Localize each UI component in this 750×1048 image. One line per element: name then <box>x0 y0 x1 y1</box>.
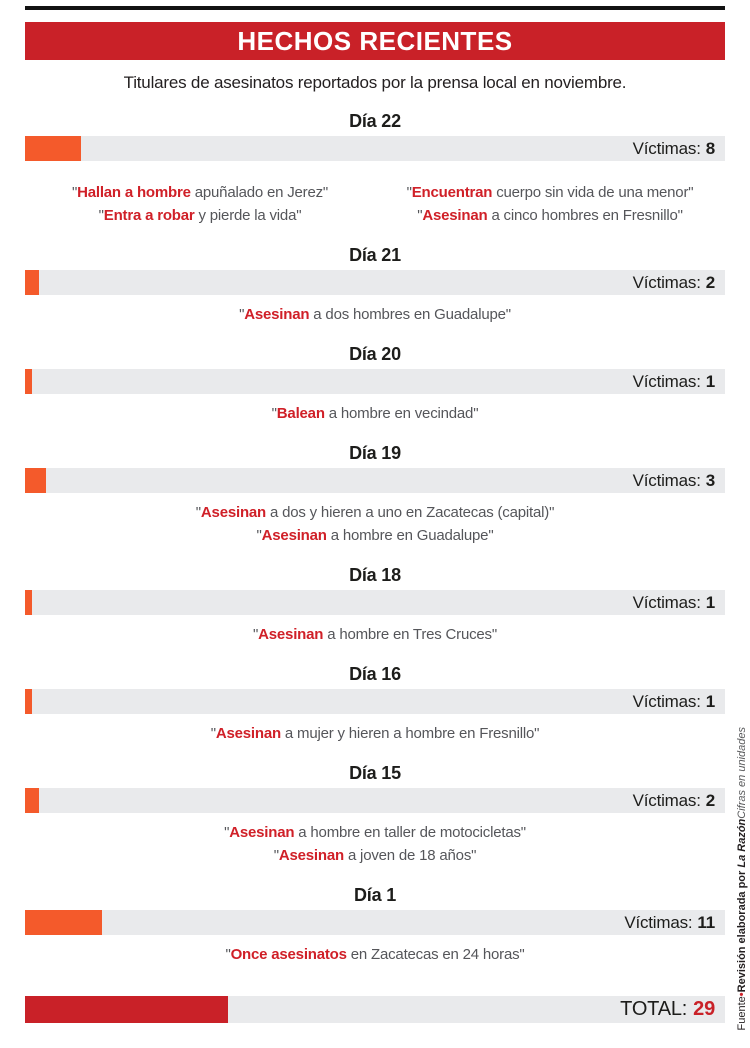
victims-value: 1 <box>705 371 715 391</box>
victims-bar <box>25 136 725 161</box>
headline: "Once asesinatos en Zacatecas en 24 horas" <box>225 946 525 963</box>
victims-bar-fill <box>25 689 32 714</box>
victims-bar <box>25 369 725 394</box>
headline: "Hallan a hombre apuñalado en Jerez" <box>71 184 329 201</box>
headlines <box>0 501 750 547</box>
victims-count <box>633 689 715 714</box>
credit-source: Fuente <box>736 995 748 1030</box>
day-section-16 <box>0 664 750 745</box>
day-title: Día 18 <box>349 565 401 585</box>
total-value: 29 <box>693 998 715 1020</box>
victims-bar-fill <box>25 468 46 493</box>
victims-label: Víctimas: <box>632 592 701 612</box>
victims-label: Víctimas: <box>632 272 701 292</box>
headlines <box>0 722 750 745</box>
headline: "Asesinan a hombre en taller de motocicletas" <box>224 824 526 841</box>
victims-count <box>633 270 715 295</box>
victims-bar <box>25 590 725 615</box>
victims-value: 2 <box>705 790 715 810</box>
headlines <box>0 402 750 425</box>
credit-body: Revisión elaborada por <box>736 867 748 992</box>
day-title: Día 22 <box>349 111 401 131</box>
victims-bar <box>25 270 725 295</box>
victims-bar-fill <box>25 788 39 813</box>
victims-bar-fill <box>25 910 102 935</box>
day-title: Día 16 <box>349 664 401 684</box>
victims-count <box>633 468 715 493</box>
victims-count <box>633 369 715 394</box>
total-count <box>620 996 715 1023</box>
victims-bar-fill <box>25 270 39 295</box>
victims-label: Víctimas: <box>632 371 701 391</box>
victims-bar <box>25 910 725 935</box>
day-title: Día 15 <box>349 763 401 783</box>
day-section-19 <box>0 443 750 547</box>
source-credit <box>736 727 748 1030</box>
headline: "Asesinan a cinco hombres en Fresnillo" <box>417 207 683 224</box>
header-banner <box>25 22 725 60</box>
headline: "Asesinan a hombre en Guadalupe" <box>256 527 494 544</box>
total-section <box>0 996 750 1023</box>
day-title: Día 21 <box>349 245 401 265</box>
headlines <box>0 821 750 867</box>
day-section-22 <box>0 111 750 227</box>
subtitle: Titulares de asesinatos reportados por la prensa local en noviembre. <box>123 73 627 92</box>
total-label: TOTAL: <box>620 998 688 1020</box>
victims-value: 8 <box>705 138 715 158</box>
total-bar <box>25 996 725 1023</box>
victims-count <box>624 910 715 935</box>
victims-label: Víctimas: <box>632 790 701 810</box>
victims-bar-fill <box>25 136 81 161</box>
credit-brand: La Razón <box>736 818 748 868</box>
victims-value: 11 <box>697 912 715 932</box>
day-title: Día 20 <box>349 344 401 364</box>
day-section-20 <box>0 344 750 425</box>
victims-label: Víctimas: <box>624 912 693 932</box>
victims-value: 1 <box>705 592 715 612</box>
victims-bar <box>25 468 725 493</box>
credit-note: Cifras en unidades <box>736 726 748 819</box>
top-rule <box>25 6 725 10</box>
victims-label: Víctimas: <box>632 691 701 711</box>
day-title: Día 1 <box>353 885 397 905</box>
headlines-column-right <box>375 181 725 227</box>
headline: "Asesinan a joven de 18 años" <box>273 847 477 864</box>
day-title: Día 19 <box>349 443 401 463</box>
victims-value: 2 <box>705 272 715 292</box>
victims-bar-fill <box>25 590 32 615</box>
victims-count <box>633 788 715 813</box>
headlines <box>0 303 750 326</box>
headline: "Asesinan a dos y hieren a uno en Zacatecas (capital)" <box>195 504 555 521</box>
victims-count <box>633 136 715 161</box>
day-section-18 <box>0 565 750 646</box>
headlines <box>0 623 750 646</box>
page-title: HECHOS RECIENTES <box>237 25 513 56</box>
victims-bar <box>25 788 725 813</box>
headlines-column-left <box>25 181 375 227</box>
headlines <box>25 181 725 227</box>
day-section-1 <box>0 885 750 966</box>
headline: "Asesinan a mujer y hieren a hombre en Fresnillo" <box>210 725 540 742</box>
headline: "Asesinan a dos hombres en Guadalupe" <box>239 306 511 323</box>
victims-bar <box>25 689 725 714</box>
victims-value: 1 <box>705 691 715 711</box>
day-section-15 <box>0 763 750 867</box>
credit-bullet-icon: • <box>736 991 748 996</box>
victims-count <box>633 590 715 615</box>
headline: "Entra a robar y pierde la vida" <box>98 207 302 224</box>
victims-value: 3 <box>705 470 715 490</box>
headline: "Asesinan a hombre en Tres Cruces" <box>253 626 497 643</box>
victims-label: Víctimas: <box>632 138 701 158</box>
headline: "Encuentran cuerpo sin vida de una menor" <box>406 184 694 201</box>
total-bar-fill <box>25 996 228 1023</box>
victims-bar-fill <box>25 369 32 394</box>
victims-label: Víctimas: <box>632 470 701 490</box>
day-section-21 <box>0 245 750 326</box>
headline: "Balean a hombre en vecindad" <box>271 405 479 422</box>
headlines <box>0 943 750 966</box>
